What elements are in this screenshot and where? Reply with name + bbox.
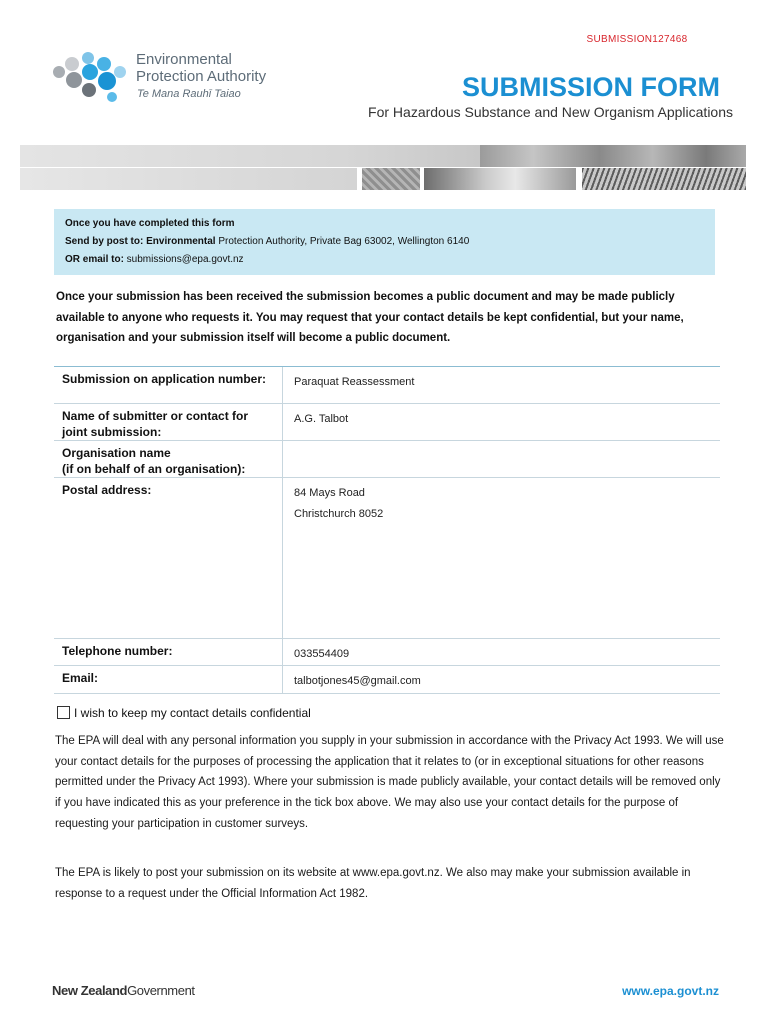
table-row	[54, 367, 720, 404]
telephone-field[interactable]: 033554409	[294, 648, 350, 660]
table-row	[54, 666, 720, 694]
instructions-box	[54, 209, 715, 275]
table-row	[54, 404, 720, 441]
decorative-band	[20, 168, 357, 190]
decorative-photo-strip	[582, 168, 746, 190]
application-number-label: Submission on application number:	[62, 372, 267, 386]
submitter-name-field[interactable]: A.G. Talbot	[294, 413, 349, 425]
confidential-checkbox[interactable]	[57, 706, 70, 719]
logo-line-1: Environmental	[136, 51, 232, 68]
submitter-name-label: Name of submitter or contact for joint submission:	[62, 409, 249, 439]
decorative-band	[20, 145, 480, 167]
email-label: Email:	[62, 671, 99, 685]
page-title: SUBMISSION FORM	[461, 72, 720, 102]
submission-id: SUBMISSION127468	[586, 34, 688, 45]
privacy-paragraph: The EPA will deal with any personal information you supply in your submission in accordance with the Privacy Act 1993. We will use your contact details for the purposes of processing the application that it relates to (or in exceptional situations for other reasons permitted under the Privacy Act 1993). Where your submission is made publicly available, your contact details will be removed only if you have indicated this as your preference in the tick box above. We may also use your contact details for the purpose of requesting your participation in customer surveys.	[55, 735, 724, 830]
decorative-photo-strip	[424, 168, 576, 190]
application-number-field[interactable]: Paraquat Reassessment	[294, 376, 415, 388]
table-row	[54, 441, 720, 478]
page-subtitle: For Hazardous Substance and New Organism Applications	[368, 104, 733, 120]
postal-address-label: Postal address:	[62, 483, 152, 497]
decorative-photo-strip	[362, 168, 420, 190]
organisation-label: Organisation name (if on behalf of an organisation):	[62, 446, 246, 476]
nz-government-logo: New ZealandGovernment	[52, 983, 195, 998]
epa-logo-icon	[52, 50, 132, 105]
instructions-heading: Once you have completed this form	[65, 218, 235, 229]
logo-line-2: Protection Authority	[136, 68, 267, 85]
logo-line-3: Te Mana Rauhī Taiao	[137, 88, 241, 100]
post-label: Send by post to: Environmental	[65, 236, 216, 247]
telephone-label: Telephone number:	[62, 644, 173, 658]
email-field[interactable]: talbotjones45@gmail.com	[294, 675, 421, 687]
table-row	[54, 478, 720, 639]
public-document-notice: Once your submission has been received the submission becomes a public document and may be made publicly available to anyone who requests it. You may request that your contact details be kept confidential, but your name, organisation and your submission itself will become a public document.	[56, 291, 684, 344]
submission-email-link[interactable]: submissions@epa.govt.nz	[123, 254, 244, 265]
epa-logo	[52, 50, 302, 105]
website-paragraph: The EPA is likely to post your submission on its website at www.epa.govt.nz. We also may make your submission available in response to a request under the Official Information Act 1982.	[55, 867, 691, 900]
submitter-details-table	[54, 366, 720, 694]
website-link[interactable]: www.epa.govt.nz	[622, 984, 719, 998]
email-to-label: OR email to:	[65, 254, 124, 265]
decorative-photo-strip	[480, 145, 746, 167]
post-address: Protection Authority, Private Bag 63002, Wellington 6140	[215, 236, 470, 247]
table-row	[54, 639, 720, 666]
confidential-checkbox-label[interactable]: I wish to keep my contact details confidential	[74, 706, 311, 720]
postal-address-field[interactable]: 84 Mays Road Christchurch 8052	[294, 487, 384, 520]
